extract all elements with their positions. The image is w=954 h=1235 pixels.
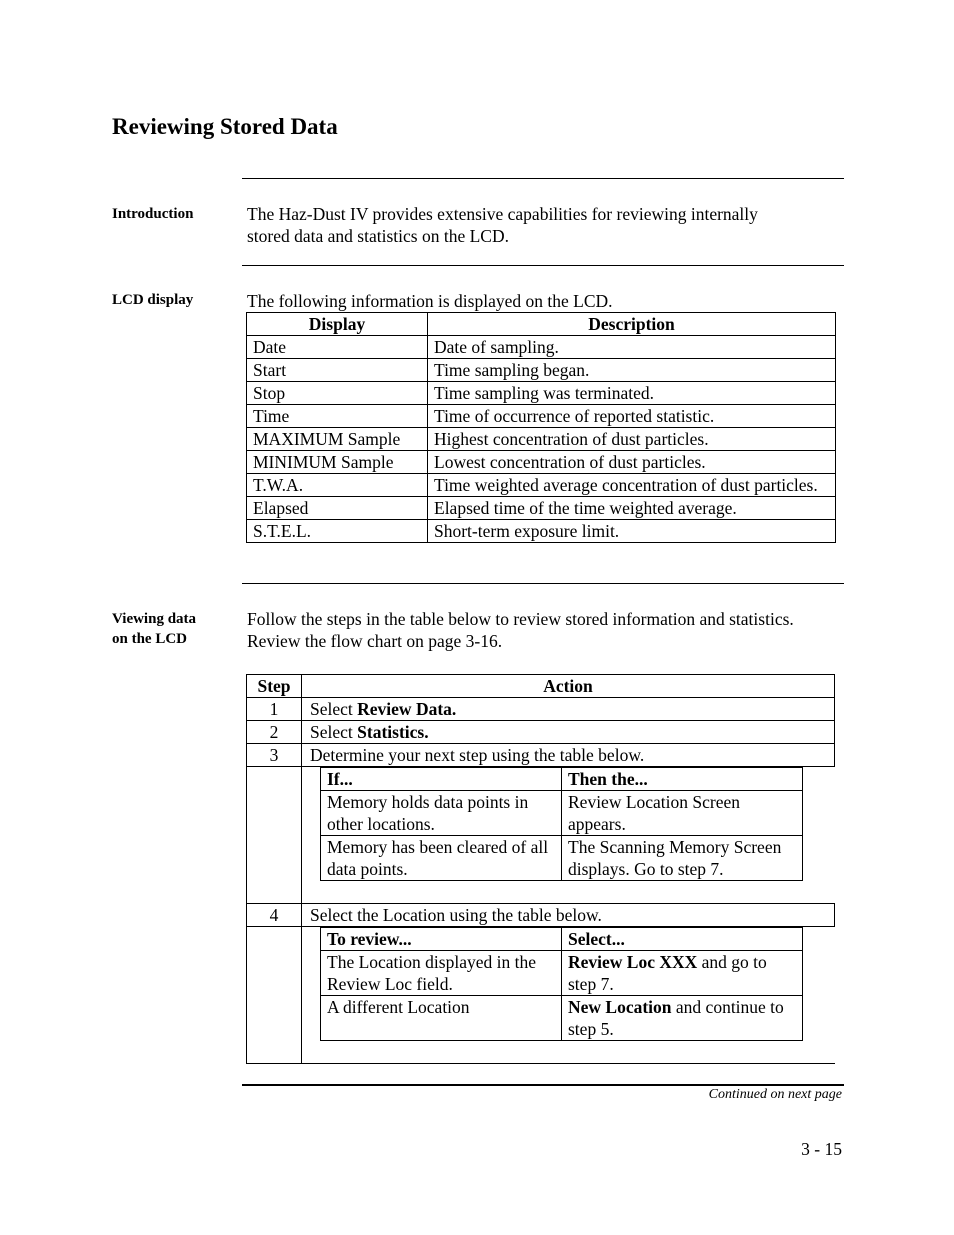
lcd-display-intro: The following information is displayed on the LCD. — [247, 291, 613, 311]
lcd-display-label: LCD display — [112, 292, 194, 308]
table-row — [247, 520, 836, 543]
action-bold-text: Review Data. — [357, 699, 457, 719]
select-bold-text: Review Loc XXX — [568, 952, 698, 972]
display-cell: Stop — [247, 382, 428, 405]
display-cell: Start — [247, 359, 428, 382]
select-bold-text: New Location — [568, 997, 672, 1017]
table-header-row — [321, 768, 803, 791]
steps-table — [246, 674, 835, 1064]
step-3-decision-table — [320, 767, 803, 881]
table-row — [247, 767, 835, 904]
table-header-row — [321, 928, 803, 951]
table-row — [247, 359, 836, 382]
description-cell: Time of occurrence of reported statistic. — [428, 405, 836, 428]
to-review-column-header: To review... — [321, 928, 562, 951]
select-cell — [562, 996, 803, 1041]
step-number-empty — [247, 927, 302, 1064]
step-number: 3 — [247, 744, 302, 767]
table-row — [247, 451, 836, 474]
step-column-header: Step — [247, 675, 302, 698]
table-row — [247, 698, 835, 721]
then-column-header: Then the... — [562, 768, 803, 791]
page-title: Reviewing Stored Data — [112, 114, 338, 139]
table-row — [321, 836, 803, 881]
select-text: and continue to step 5. — [568, 997, 784, 1039]
description-cell: Time weighted average concentration of dust particles. — [428, 474, 836, 497]
table-row — [247, 382, 836, 405]
description-column-header: Description — [428, 313, 836, 336]
table-header-row — [247, 675, 835, 698]
table-row — [247, 405, 836, 428]
lcd-display-table — [246, 312, 836, 543]
display-column-header: Display — [247, 313, 428, 336]
viewing-data-label-line: on the LCD — [112, 631, 188, 647]
select-column-header: Select... — [562, 928, 803, 951]
description-cell: Time sampling began. — [428, 359, 836, 382]
description-cell: Time sampling was terminated. — [428, 382, 836, 405]
display-cell: MAXIMUM Sample — [247, 428, 428, 451]
then-cell: Review Location Screen appears. — [562, 791, 803, 836]
description-cell: Elapsed time of the time weighted average. — [428, 497, 836, 520]
introduction-label: Introduction — [112, 206, 194, 222]
if-cell: Memory holds data points in other locations. — [321, 791, 562, 836]
step-action: Select the Location using the table below. — [302, 904, 835, 927]
section-divider — [242, 178, 844, 179]
table-row — [247, 721, 835, 744]
description-cell: Short-term exposure limit. — [428, 520, 836, 543]
step-action — [302, 721, 835, 744]
display-cell: MINIMUM Sample — [247, 451, 428, 474]
step-number: 2 — [247, 721, 302, 744]
select-text: and go to step 7. — [568, 952, 767, 994]
table-row — [321, 951, 803, 996]
introduction-text-line: stored data and statistics on the LCD. — [247, 226, 509, 246]
then-cell: The Scanning Memory Screen displays. Go to step 7. — [562, 836, 803, 881]
table-row — [247, 428, 836, 451]
viewing-data-label — [112, 609, 196, 649]
action-text: Select — [310, 699, 358, 719]
step-action: Determine your next step using the table below. — [302, 744, 835, 767]
display-cell: Elapsed — [247, 497, 428, 520]
introduction-text-line: The Haz-Dust IV provides extensive capabilities for reviewing internally — [247, 204, 758, 224]
viewing-data-text-line: Review the flow chart on page 3-16. — [247, 631, 503, 651]
page-number: 3 - 15 — [801, 1139, 842, 1159]
select-cell — [562, 951, 803, 996]
display-cell: T.W.A. — [247, 474, 428, 497]
table-row — [247, 927, 835, 1064]
to-review-cell: The Location displayed in the Review Loc field. — [321, 951, 562, 996]
step-4-decision-table — [320, 927, 803, 1041]
description-cell: Date of sampling. — [428, 336, 836, 359]
display-cell: Time — [247, 405, 428, 428]
spacer — [320, 1041, 835, 1063]
if-cell: Memory has been cleared of all data points. — [321, 836, 562, 881]
table-row — [247, 744, 835, 767]
viewing-data-text-line: Follow the steps in the table below to review stored information and statistics. — [247, 609, 794, 629]
section-divider — [242, 583, 844, 584]
step-3-decision-cell — [302, 767, 835, 904]
description-cell: Lowest concentration of dust particles. — [428, 451, 836, 474]
display-cell: Date — [247, 336, 428, 359]
step-number: 1 — [247, 698, 302, 721]
table-row — [321, 791, 803, 836]
step-number-empty — [247, 767, 302, 904]
action-text: Select — [310, 722, 358, 742]
viewing-data-label-line: Viewing data — [112, 611, 197, 627]
step-number: 4 — [247, 904, 302, 927]
display-cell: S.T.E.L. — [247, 520, 428, 543]
table-row — [247, 904, 835, 927]
table-row — [247, 497, 836, 520]
step-4-decision-cell — [302, 927, 835, 1064]
viewing-data-text — [247, 608, 847, 652]
action-column-header: Action — [302, 675, 835, 698]
spacer — [320, 881, 835, 903]
action-bold-text: Statistics. — [357, 722, 429, 742]
continued-note: Continued on next page — [708, 1087, 842, 1102]
table-row — [247, 474, 836, 497]
description-cell: Highest concentration of dust particles. — [428, 428, 836, 451]
table-header-row — [247, 313, 836, 336]
table-row — [321, 996, 803, 1041]
section-divider — [242, 265, 844, 266]
step-action — [302, 698, 835, 721]
table-row — [247, 336, 836, 359]
to-review-cell: A different Location — [321, 996, 562, 1041]
section-divider — [242, 1084, 844, 1086]
introduction-text — [247, 203, 847, 247]
if-column-header: If... — [321, 768, 562, 791]
